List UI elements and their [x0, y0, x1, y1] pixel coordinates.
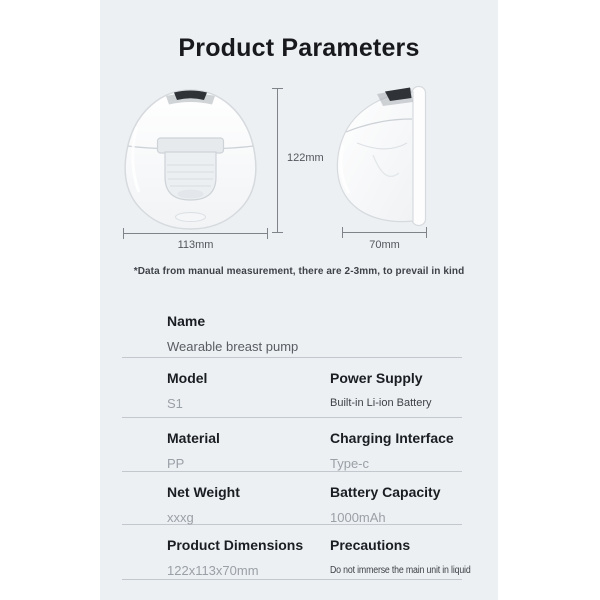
page-title: Product Parameters: [178, 34, 420, 62]
material-label: Material: [167, 430, 220, 446]
table-row-dimensions-precautions: [122, 525, 471, 580]
table-row-material-charging: [122, 418, 462, 472]
height-dimension-line: [272, 88, 283, 233]
model-label: Model: [167, 370, 208, 386]
height-dimension-label: 122mm: [287, 152, 324, 164]
precautions-value: Do not immerse the main unit in liquid: [330, 565, 471, 576]
spec-table: [122, 302, 471, 580]
table-row-model-power: [122, 358, 462, 418]
charging-interface-label: Charging Interface: [330, 430, 454, 446]
battery-capacity-label: Battery Capacity: [330, 484, 441, 500]
name-value: Wearable breast pump: [167, 339, 299, 354]
model-value: S1: [167, 396, 183, 411]
product-parameters-panel: [100, 0, 498, 600]
net-weight-label: Net Weight: [167, 484, 240, 500]
side-view-illustration: [333, 85, 427, 228]
table-row-name: [122, 302, 462, 358]
product-dimensions-label: Product Dimensions: [167, 537, 304, 553]
depth-dimension-label: 70mm: [369, 239, 400, 251]
measurement-disclaimer: *Data from manual measurement, there are 2-3mm, to prevail in kind: [133, 266, 465, 277]
front-view-illustration: [113, 87, 268, 232]
net-weight-value: xxxg: [167, 510, 194, 525]
table-row-weight-battery: [122, 472, 462, 525]
width-dimension-line: [123, 228, 268, 239]
power-supply-value: Built-in Li-ion Battery: [330, 397, 432, 409]
battery-capacity-value: 1000mAh: [330, 510, 386, 525]
width-dimension-label: 113mm: [177, 239, 214, 251]
material-value: PP: [167, 456, 185, 471]
power-supply-label: Power Supply: [330, 370, 423, 386]
product-dimensions-value: 122x113x70mm: [167, 563, 259, 578]
depth-dimension-line: [342, 227, 427, 238]
name-label: Name: [167, 313, 206, 329]
precautions-label: Precautions: [330, 537, 411, 553]
charging-interface-value: Type-c: [330, 456, 370, 471]
